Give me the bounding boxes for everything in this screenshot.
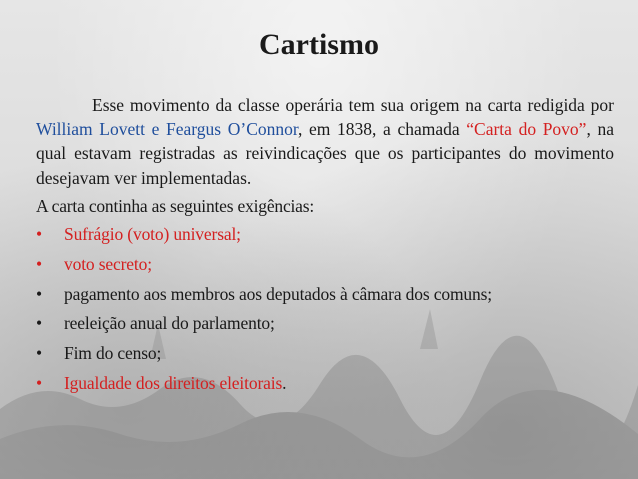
demand-text: Sufrágio (voto) universal; (64, 224, 241, 245)
demand-text: Igualdade dos direitos eleitorais (64, 373, 283, 393)
list-item (36, 371, 614, 395)
charter-name-highlight: “Carta do Povo” (466, 119, 587, 140)
slide-content (36, 93, 614, 401)
paragraph-text-3: , na qual estavam registradas as reivindicações que os participantes do movimento desejavam ver implementadas. (36, 119, 614, 188)
list-item (36, 252, 614, 276)
intro-paragraph (36, 93, 614, 190)
list-item (36, 311, 614, 335)
authors-highlight: William Lovett e Feargus O’Connor (36, 119, 298, 140)
demand-text: pagamento aos membros aos deputados à câmara dos comuns; (64, 283, 493, 304)
demand-text: Fim do censo; (64, 343, 162, 364)
demand-suffix: . (282, 373, 287, 393)
demands-list (36, 222, 614, 395)
list-item (36, 282, 614, 306)
demand-text: voto secreto; (64, 253, 152, 274)
demand-text: reeleição anual do parlamento; (64, 313, 275, 334)
slide-title: Cartismo (259, 28, 379, 61)
paragraph-text-2: , em 1838, a chamada (298, 119, 467, 140)
bullet-icon: • (36, 313, 42, 334)
bullet-icon: • (36, 373, 42, 393)
list-item (36, 222, 614, 246)
bullet-icon: • (36, 253, 42, 274)
bullet-icon: • (36, 343, 42, 364)
bullet-icon: • (36, 283, 42, 304)
demands-lead: A carta continha as seguintes exigências: (36, 195, 315, 216)
paragraph-text-1: Esse movimento da classe operária tem sua origem na carta redigida por (92, 95, 614, 115)
bullet-icon: • (36, 224, 42, 245)
list-item (36, 341, 614, 365)
